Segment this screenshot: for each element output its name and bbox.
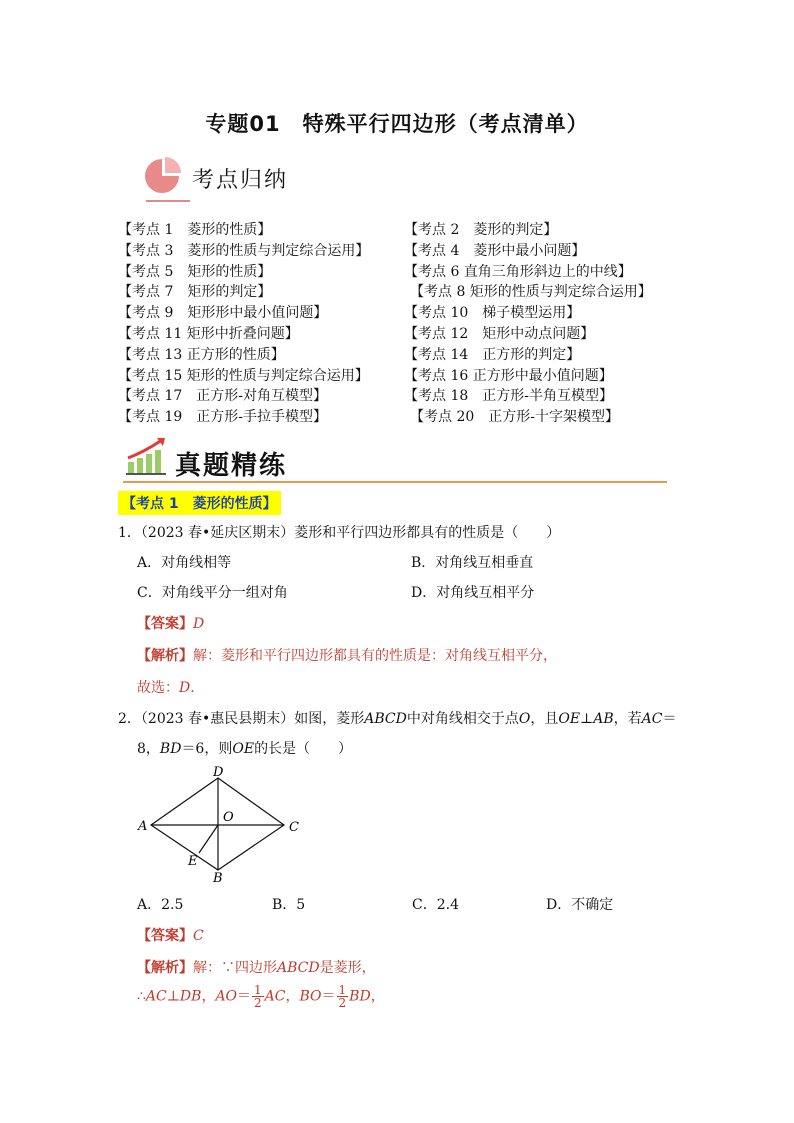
punct: ， [285, 988, 300, 1005]
q2-option-a: A．2.5 [137, 897, 184, 913]
stem-text: 的长是（ ） [254, 741, 353, 757]
fraction-numerator: 1 [254, 983, 262, 997]
section-heading-zhenti: 真题精练 [175, 451, 288, 481]
kaodian-highlight: 【考点 1 菱形的性质】 [118, 491, 281, 515]
kaodian-item: 【考点 8 矩形的性质与判定综合运用】 [410, 284, 652, 301]
stem-text: ＝6，则 [181, 741, 233, 757]
q1-option-a: A．对角线相等 [137, 555, 232, 571]
answer-label: 【答案】 [137, 928, 193, 944]
answer-value: D [193, 616, 205, 632]
section-heading-kaodian: 考点归纳 [192, 168, 289, 193]
vertex-label-o: O [223, 810, 234, 825]
kaodian-item: 【考点 18 正方形-半角互模型】 [404, 388, 613, 405]
question-1-stem: 1．（2023 春•延庆区期末）菱形和平行四边形都具有的性质是（ ） [118, 525, 561, 541]
vertex-label-d: D [213, 765, 224, 780]
stem-var: BD [159, 741, 182, 757]
stem-symbol: ⊥ [580, 711, 594, 727]
kaodian-item: 【考点 4 菱形中最小问题】 [404, 242, 586, 259]
section-underline [146, 200, 190, 202]
stem-var: OE [232, 741, 255, 757]
stem-var: ABCD [364, 711, 407, 727]
math-var: AC [264, 988, 286, 1005]
answer-label: 【答案】 [137, 616, 193, 632]
math-var: AC [145, 988, 167, 1005]
kaodian-item: 【考点 5 矩形的性质】 [118, 263, 272, 280]
question-2-stem-line2 [137, 738, 352, 758]
q2-analysis [137, 957, 376, 977]
q2-option-b: B．5 [272, 897, 306, 913]
kaodian-item: 【考点 13 正方形的性质】 [118, 346, 285, 363]
kaodian-item: 【考点 10 梯子模型运用】 [404, 305, 581, 322]
kaodian-list-left [118, 220, 369, 428]
punct: ， [370, 988, 385, 1005]
analysis-label: 【解析】 [137, 648, 193, 664]
analysis-label: 【解析】 [137, 960, 193, 976]
kaodian-list-right [404, 220, 652, 428]
q2-answer [137, 925, 204, 945]
conclusion-suffix: . [190, 680, 195, 696]
q1-analysis [137, 645, 557, 665]
kaodian-item: 【考点 20 正方形-十字架模型】 [410, 409, 619, 426]
q2-option-c: C．2.4 [412, 897, 459, 913]
fraction-half [252, 984, 264, 1009]
kaodian-item: 【考点 17 正方形-对角互模型】 [118, 388, 327, 405]
fraction-half [337, 984, 349, 1009]
therefore-symbol: ∴ [137, 988, 146, 1005]
math-var: BO [299, 988, 322, 1005]
kaodian-item: 【考点 16 正方形中最小值问题】 [404, 367, 613, 384]
vertex-label-b: B [213, 871, 223, 884]
kaodian-item: 【考点 9 矩形形中最小值问题】 [118, 305, 328, 322]
q1-option-b: B．对角线互相垂直 [411, 555, 534, 571]
analysis-text: 解：∵四边形 [193, 960, 277, 976]
q2-analysis-line2 [137, 984, 385, 1009]
kaodian-item: 【考点 14 正方形的判定】 [404, 346, 581, 363]
kaodian-item: 【考点 2 菱形的判定】 [404, 222, 558, 238]
stem-text: 8， [137, 741, 160, 757]
q1-answer [137, 613, 204, 633]
vertex-label-e: E [188, 854, 198, 869]
q1-option-d: D．对角线互相平分 [411, 585, 535, 601]
answer-value: C [193, 928, 204, 944]
stem-text: ＝ [662, 711, 677, 727]
pie-chart-icon [142, 152, 186, 196]
kaodian-item: 【考点 3 菱形的性质与判定综合运用】 [118, 242, 370, 259]
q1-conclusion [137, 677, 195, 697]
fraction-denominator: 2 [254, 996, 262, 1010]
section-underline [123, 481, 667, 483]
kaodian-item: 【考点 12 矩形中动点问题】 [404, 325, 595, 342]
kaodian-item: 【考点 15 矩形的性质与判定综合运用】 [118, 367, 369, 384]
analysis-var: ABCD [277, 960, 320, 976]
question-2-stem-line1 [118, 708, 676, 728]
stem-var: O [518, 711, 531, 727]
kaodian-item: 【考点 7 矩形的判定】 [118, 284, 272, 301]
stem-text: ，若 [613, 711, 642, 727]
math-var: AO [215, 988, 238, 1005]
conclusion-value: D [179, 680, 191, 696]
math-symbol: ⊥ [166, 988, 180, 1005]
stem-var: AC [641, 711, 663, 727]
stem-var: OE [558, 711, 581, 727]
math-symbol: ＝ [321, 988, 336, 1005]
analysis-text: 解：菱形和平行四边形都具有的性质是：对角线互相平分， [193, 648, 557, 664]
vertex-label-a: A [138, 819, 148, 834]
stem-var: AB [593, 711, 614, 727]
stem-text: ，且 [530, 711, 559, 727]
growth-chart-icon [124, 434, 172, 476]
vertex-label-c: C [289, 820, 299, 835]
page-title: 专题01 特殊平行四边形（考点清单） [205, 112, 589, 136]
kaodian-item: 【考点 11 矩形中折叠问题】 [118, 325, 299, 342]
q2-option-d: D．不确定 [546, 897, 614, 913]
fraction-numerator: 1 [338, 983, 347, 997]
kaodian-item: 【考点 1 菱形的性质】 [118, 222, 272, 238]
conclusion-prefix: 故选： [137, 680, 179, 696]
q1-option-c: C．对角线平分一组对角 [137, 585, 288, 601]
stem-text: 中对角线相交于点 [406, 711, 519, 727]
analysis-text: 是菱形， [319, 960, 376, 976]
math-symbol: ＝ [237, 988, 252, 1005]
stem-text: 2．（2023 春•惠民县期末）如图，菱形 [118, 711, 365, 727]
rhombus-figure [134, 762, 306, 884]
kaodian-item: 【考点 19 正方形-手拉手模型】 [118, 409, 327, 426]
fraction-denominator: 2 [338, 996, 347, 1010]
math-var: DB [179, 988, 202, 1005]
math-var: BD [349, 988, 371, 1005]
kaodian-item: 【考点 6 直角三角形斜边上的中线】 [404, 263, 632, 280]
punct: ， [201, 988, 216, 1005]
